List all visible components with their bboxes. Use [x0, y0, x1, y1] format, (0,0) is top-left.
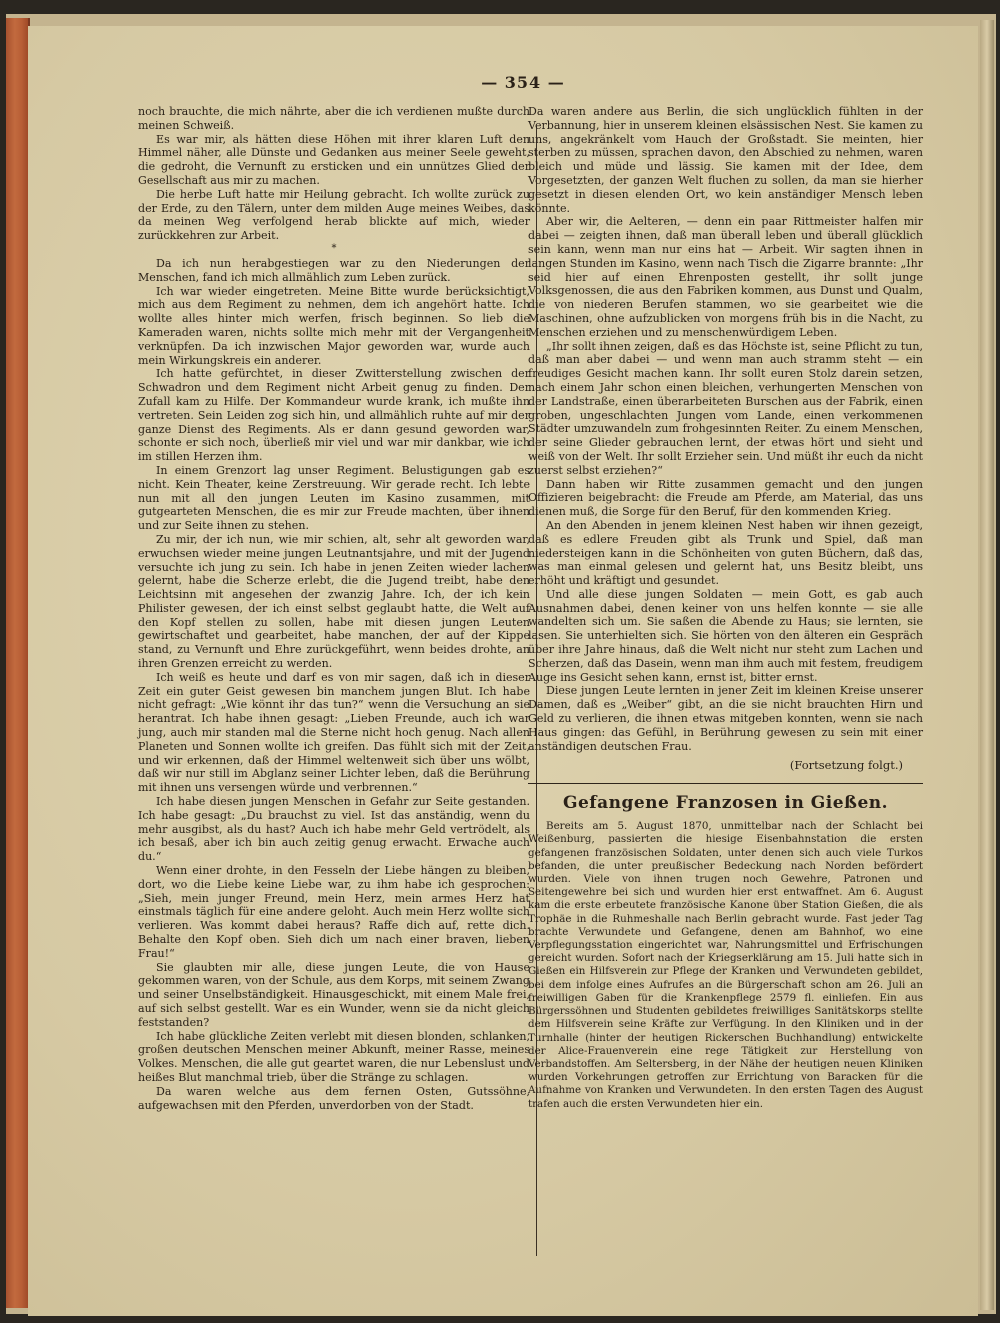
- section-divider: [528, 783, 923, 784]
- page-edge: [980, 20, 994, 1310]
- right-column: [528, 105, 923, 1111]
- left-column: [138, 105, 530, 1112]
- article-body: Bereits am 5. August 1870, unmittelbar nach der Schlacht bei Weißenburg, passierten die hiesige Eisenbahnstation die ersten gefangenen französischen Soldaten, unter denen sich auch viele Turkos befanden, die unter preußischer Bedeckung nach Norden befördert wurden. Viele von ihnen trugen noch Gewehre, Patronen und Seitengewehre bei sich und wurden hier erst entwaffnet. Am 6. August kam die erste erbeutete französische Kanone über Station Gießen, die als Trophäe in die Ruhmeshalle nach Berlin gebracht wurde. Fast jeder Tag brachte Verwundete und Gefangene, denen am Bahnhof, wo eine Verpflegungsstation eingerichtet war, Nahrungsmittel und Erfrischungen gereicht wurden. Sofort nach der Kriegserklärung am 15. Juli hatte sich in Gießen ein Hilfsverein zur Pflege der Kranken und Verwundeten gebildet, bei dem infolge eines Aufrufes an die Bürgerschaft schon am 26. Juli an freiwilligen Gaben für die Krankenpflege 2579 fl. einliefen. Ein aus Bürgerssöhnen und Studenten gebildetes freiwilliges Sanitätskorps stellte dem Hilfsverein seine Kräfte zur Verfügung. In den Kliniken und in der Turnhalle (hinter der heutigen Rickerschen Buchhandlung) entwickelte der Alice-Frauenverein eine rege Tätigkeit zur Herstellung von Verbandstoffen. Am Seltersberg, in der Nähe der heutigen neuen Kliniken wurden Vorkehrungen getroffen zur Errichtung von Baracken für die Aufnahme von Kranken und Verwundeten. In den ersten Tagen des August trafen auch die ersten Verwundeten hier ein.: [528, 820, 923, 1110]
- paragraph: Zu mir, der ich nun, wie mir schien, alt, sehr alt geworden war, erwuchsen wieder meine jungen Leutnantsjahre, und mit der Jugend versuchte ich jung zu sein. Ich habe in jenen Zeiten wieder lachen gelernt, habe die Scherze erlebt, die die Jugend treibt, habe den Leichtsinn mit angesehen der zwanzig Jahre. Ich, der ich kein Philister gewesen, der ich einst selbst geglaubt hatte, die Welt auf den Kopf stellen zu sollen, habe mit diesen jungen Leuten gewirtschaftet und gearbeitet, habe manchen, der auf der Kippe stand, zu Vernunft und Ehre zurückgeführt, wenn beides drohte, an ihren Grenzen erreicht zu werden.: [138, 532, 530, 671]
- paragraph: Es war mir, als hätten diese Höhen mit ihrer klaren Luft den Himmel näher, alle Dünste und Gedanken aus meiner Seele geweht, die gedroht, die Vernunft zu ersticken und ein unnützes Glied der Gesellschaft aus mir zu machen.: [138, 132, 530, 187]
- section-asterisk: *: [331, 242, 337, 254]
- paragraph: Da ich nun herabgestiegen war zu den Niederungen der Menschen, fand ich mich allmählich zum Leben zurück.: [138, 256, 530, 284]
- continuation-note: (Fortsetzung folgt.): [789, 758, 903, 773]
- paragraph: noch brauchte, die mich nährte, aber die ich verdienen mußte durch meinen Schweiß.: [138, 105, 530, 132]
- paragraph: Da waren welche aus dem fernen Osten, Gutssöhne, aufgewachsen mit den Pferden, unverdorben von der Stadt.: [138, 1084, 530, 1112]
- paragraph: Aber wir, die Aelteren, — denn ein paar Rittmeister halfen mir dabei — zeigten ihnen, daß man überall leben und überall glücklich sein kann, wenn man nur eins hat — Arbeit. Wir sagten ihnen in langen Stunden im Kasino, wenn nach Tisch die Zigarre brannte: „Ihr seid hier auf einen Ehrenposten gestellt, ihr sollt junge Volksgenossen, die aus den Fabriken kommen, aus Dunst und Qualm, die von niederen Berufen stammen, wo sie gearbeitet wie die Maschinen, ohne aufzublicken von morgens früh bis in die Nacht, zu Menschen erziehen und zu menschenwürdigem Leben.: [528, 215, 923, 339]
- red-book-binding: [6, 18, 30, 1308]
- paragraph: Diese jungen Leute lernten in jener Zeit im kleinen Kreise unserer Damen, daß es „Weiber“ gibt, an die sie nicht brauchten Hirn und Geld zu verlieren, die ihnen etwas mitgeben konnten, wenn sie nach Haus gingen: das Gefühl, in Berührung gewesen zu sein mit einer anständigen deutschen Frau.: [528, 684, 923, 753]
- paragraph: Die herbe Luft hatte mir Heilung gebracht. Ich wollte zurück zu der Erde, zu den Tälern, unter dem milden Auge meines Weibes, das da meinen Weg verfolgend herab blickte auf mich, wieder zurückkehren zur Arbeit.: [138, 187, 530, 243]
- paragraph: Ich weiß es heute und darf es von mir sagen, daß ich in dieser Zeit ein guter Geist gewesen bin manchem jungen Blut. Ich habe nicht gefragt: „Wie könnt ihr das tun?“ wenn die Versuchung an sie herantrat. Ich habe ihnen gesagt: „Lieben Freunde, auch ich war jung, auch mir standen mal die Sterne nicht hoch genug. Nach allen Planeten und Sonnen wollte ich greifen. Das fühlt sich mit der Zeit, und wir erkennen, daß der Himmel weltenweit sich über uns wölbt, daß wir nur still im Abglanz seiner Lichter leben, daß die Berührung mit ihnen uns versengen würde und verbrennen.“: [138, 670, 530, 795]
- paragraph: Ich habe glückliche Zeiten verlebt mit diesen blonden, schlanken, großen deutschen Menschen meiner Abkunft, meiner Rasse, meines Volkes. Menschen, die alle gut geartet waren, die nur Lebenslust und heißes Blut manchmal trieb, über die Stränge zu schlagen.: [138, 1029, 530, 1084]
- article-title: Gefangene Franzosen in Gießen.: [562, 793, 889, 814]
- paragraph: Da waren andere aus Berlin, die sich unglücklich fühlten in der Verbannung, hier in unserem kleinen elsässischen Nest. Sie kamen zu uns, angekränkelt vom Hauch der Großstadt. Sie meinten, hier sterben zu müssen, sprachen davon, den Abschied zu nehmen, waren bleich und müde und lässig. Sie kamen mit der Idee, dem Vorgesetzten, der ganzen Welt fluchen zu sollen, da man sie hierher gesetzt in diesen elenden Ort, wo kein anständiger Mensch leben könnte.: [528, 105, 923, 215]
- paragraph: Ich habe diesen jungen Menschen in Gefahr zur Seite gestanden. Ich habe gesagt: „Du brauchst zu viel. Ist das anständig, wenn du mehr ausgibst, als du hast? Auch ich habe mehr Geld vertrödelt, als ich besaß, aber ich bin auch zeitig genug erwacht. Erwache auch du.“: [138, 795, 530, 864]
- paragraph: „Ihr sollt ihnen zeigen, daß es das Höchste ist, seine Pflicht zu tun, daß man aber dabei — und wenn man auch stramm steht — ein freudiges Gesicht machen kann. Ihr sollt euren Stolz darein setzen, nach einem Jahr schon einen bleichen, verhungerten Menschen von der Landstraße, einen überarbeiteten Burschen aus der Fabrik, einen groben, ungeschlachten Jungen vom Lande, einen verkommenen Städter umzuwandeln zum frohgesinnten Reiter. Zu einem Menschen, der seine Glieder gebrauchen lernt, der etwas hört und sieht und weiß von der Welt. Ihr sollt Erzieher sein. Und müßt ihr euch da nicht zuerst selbst erziehen?“: [528, 339, 923, 477]
- paragraph: Ich war wieder eingetreten. Meine Bitte wurde berücksichtigt, mich aus dem Regiment zu nehmen, dem ich angehört hatte. Ich wollte alles hinter mich werfen, frisch beginnen. So lieb die Kameraden waren, nichts sollte mich mehr mit der Vergangenheit verknüpfen. Da ich inzwischen Major geworden war, wurde auch mein Wirkungskreis ein anderer.: [138, 284, 530, 367]
- paragraph: Und alle diese jungen Soldaten — mein Gott, es gab auch Ausnahmen dabei, denen keiner von uns helfen konnte — sie alle wandelten sich um. Sie saßen die Abende zu Haus; sie lernten, sie lasen. Sie unterhielten sich. Sie hörten von den älteren ein Gespräch über ihre Jahre hinaus, daß die Welt nicht nur steht zum Lachen und Scherzen, daß das Dasein, wenn man ihm auch mit festem, freudigem Auge ins Gesicht sehen kann, ernst ist, bitter ernst.: [528, 587, 923, 684]
- right-column-paragraphs: [528, 105, 923, 753]
- page-number: — 354 —: [481, 73, 565, 92]
- newspaper-page: [28, 26, 978, 1316]
- paragraph: Wenn einer drohte, in den Fesseln der Liebe hängen zu bleiben, dort, wo die Liebe keine Liebe war, zu ihm habe ich gesprochen: „Sieh, mein junger Freund, mein Herz, mein armes Herz hat einstmals täglich für eine andere geloht. Auch mein Herz wollte sich verlieren. Was kommt dabei heraus? Raffe dich auf, rette dich. Behalte den Kopf oben. Sieh dich um nach einer braven, lieben Frau!“: [138, 864, 530, 960]
- paragraph: An den Abenden in jenem kleinen Nest haben wir ihnen gezeigt, daß es edlere Freuden gibt als Trunk und Spiel, daß man niedersteigen kann in die Schönheiten von guten Büchern, daß das, was man einmal gelesen und gelernt hat, uns Besitz bleibt, uns erhöht und kräftigt und gesundet.: [528, 518, 923, 588]
- paragraph: In einem Grenzort lag unser Regiment. Belustigungen gab es nicht. Kein Theater, keine Zerstreuung. Wir gerade recht. Ich lebte nun mit all den jungen Leuten im Kasino zusammen, mit gutgearteten Menschen, die es mir zur Freude machten, über ihnen und zur Seite ihnen zu stehen.: [138, 463, 530, 533]
- paragraph: Ich hatte gefürchtet, in dieser Zwitterstellung zwischen der Schwadron und dem Regiment nicht Arbeit genug zu finden. Der Zufall kam zu Hilfe. Der Kommandeur wurde krank, ich mußte ihn vertreten. Sein Leiden zog sich hin, und allmählich ruhte auf mir der ganze Dienst des Regiments. Als er dann gesund geworden war, schonte er sich noch, überließ mir viel und war mir dankbar, wie ich im stillen Herzen ihm.: [138, 367, 530, 464]
- paragraph: Sie glaubten mir alle, diese jungen Leute, die von Hause gekommen waren, von der Schule, aus dem Korps, mit seinem Zwang und seiner Unselbständigkeit. Hinausgeschickt, mit einem Male frei, auf sich selbst gestellt. War es ein Wunder, wenn sie da nicht gleich feststanden?: [138, 960, 530, 1029]
- paragraph: Dann haben wir Ritte zusammen gemacht und den jungen Offizieren beigebracht: die Freude am Pferde, am Material, das uns dienen muß, die Sorge für den Beruf, für den kommenden Krieg.: [528, 477, 923, 519]
